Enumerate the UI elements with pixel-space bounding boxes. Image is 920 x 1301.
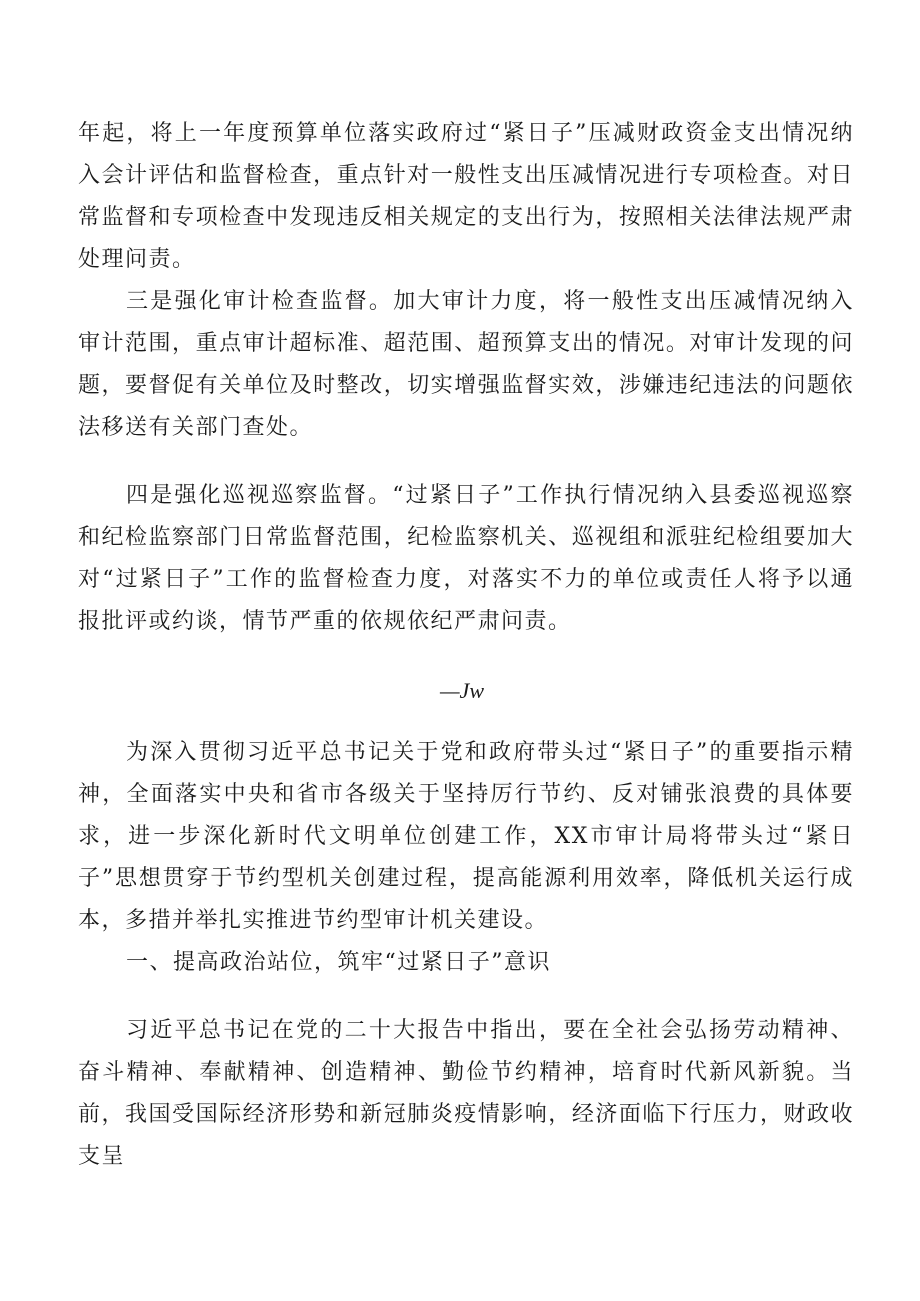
paragraph-4: 为深入贯彻习近平总书记关于党和政府带头过“紧日子”的重要指示精神，全面落实中央和省市各级关于坚持厉行节约、反对铺张浪费的具体要求，进一步深化新时代文明单位创建工作，XX市审计局将带头过“紧日子”思想贯穿于节约型机关创建过程，提高能源利用效率，降低机关运行成本，多措并举扎实推进节约型审计机关建设。 — [78, 740, 854, 933]
paragraph-1: 年起，将上一年度预算单位落实政府过“紧日子”压减财政资金支出情况纳入会计评估和监督检查，重点针对一般性支出压减情况进行专项检查。对日常监督和专项检查中发现违反相关规定的支出行为，按照相关法律法规严肃处理问责。 — [78, 121, 854, 272]
signature: —Jw — [440, 678, 484, 703]
paragraph-5: 习近平总书记在党的二十大报告中指出，要在全社会弘扬劳动精神、奋斗精神、奉献精神、创造精神、勤俭节约精神，培育时代新风新貌。当前，我国受国际经济形势和新冠肺炎疫情影响，经济面临下行压力，财政收支呈 — [78, 1018, 854, 1169]
paragraph-2: 三是强化审计检查监督。加大审计力度，将一般性支出压减情况纳入审计范围，重点审计超标准、超范围、超预算支出的情况。对审计发现的问题，要督促有关单位及时整改，切实增强监督实效，涉嫌违纪违法的问题依法移送有关部门查处。 — [78, 289, 854, 440]
section-heading: 一、提高政治站位，筑牢“过紧日子”意识 — [126, 950, 551, 975]
paragraph-3: 四是强化巡视巡察监督。“过紧日子”工作执行情况纳入县委巡视巡察和纪检监察部门日常监督范围，纪检监察机关、巡视组和派驻纪检组要加大对“过紧日子”工作的监督检查力度，对落实不力的单位或责任人将予以通报批评或约谈，情节严重的依规依纪严肃问责。 — [78, 483, 854, 634]
